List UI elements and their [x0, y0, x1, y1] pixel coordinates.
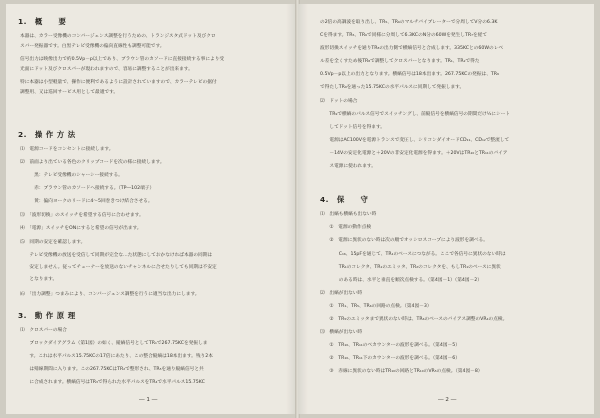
section-title-principle: 3. 動 作 原 理 [18, 311, 76, 320]
text-line: ② TR₁₀、TR₁₁下のカウンターの波形を調べる。（第4図－6） [320, 356, 460, 361]
text-line: －14Vの安定化電源と＋20Vの非安定化電源を得ます。＋20VはTR₁₀とTR₁₁のバイア [320, 151, 508, 156]
text-line: 0.5Vp－p以上の出力となります。横縞信号は18本出ます。267.75KCの発振は、TR₉ [320, 72, 499, 77]
text-line: ⑵ ドットの場合 [320, 99, 358, 104]
text-line: Cを得ます。TR₅、TR₆で同様に分周して6.3KCのN分の60Wを発生しTR₇を経て [320, 33, 488, 38]
text-line: 赤：ブラウン管のカソードへ接続する。（TP―102端子） [20, 186, 155, 191]
right-page [298, 4, 594, 414]
text-line: してドット信号を得ます。 [320, 125, 385, 130]
text-line: となります。 [20, 277, 58, 282]
page-number: ― 2 ― [438, 397, 457, 403]
text-line: ⑵ 出縞が出ない時 [320, 291, 363, 296]
text-line: ⑴ クロスバーの場合 [20, 328, 67, 333]
text-line: ブロックダイアグラム（第1図）の如く、縦縞信号としてTR₁で267.75KCを発振しま [20, 341, 208, 346]
text-line: 電源はAC100Vを電源トランスで変圧し、シリコンダイオードCD₁₁、CD₁₂で整流して [320, 138, 510, 143]
text-line: 特に本器は小型軽量で、操作に便利であるように設計されていますので、カラーテレビの据付 [20, 80, 217, 85]
text-line: ス電源に使われます。 [320, 164, 376, 169]
text-line: は帰線期間に入ります。この267.75KCはTR₂で整形され、TR₅を通り縦縞信号と共 [20, 367, 204, 372]
text-line: ⑶ 「波形切換」のスイッチを希望する信号に合わせます。 [20, 213, 144, 218]
text-line: ① 電源の動作点検 [320, 225, 372, 230]
text-line: ① TR₁₀、TR₁₁のベカウンターの波形を調べる。（第4図－5） [320, 343, 460, 348]
section-title-operation: 2. 操 作 方 法 [18, 130, 76, 139]
text-line: 安定しません。従ってチューナーを放送のないチャンネルに合せたりしても同期は不安定 [20, 265, 217, 270]
page-number: ― 1 ― [139, 397, 158, 403]
text-line: ⑵ 前面より出ている各色のクリップコードを次の様に接続します。 [20, 160, 165, 165]
text-line: スバー発振器です。白黒テレビ受像機の偏向直線性も調整可能です。 [20, 44, 165, 49]
text-line: C₁₆、15pFを通じて、TR₁のベースにつながる。ここで各信号に異状のない時は [320, 252, 506, 257]
text-line: ⑷ 「電源」スイッチをONにすると希望の信号が出ます。 [20, 226, 142, 231]
text-line: テレビ受像機の放送を受信して同期が完全な…た状態にしておかなければ本器の同期は [20, 253, 213, 258]
text-line: ⑶ 横縞が出ない時 [320, 330, 363, 335]
text-line: 黒：テレビ受像機のシャーシー接続する。 [20, 173, 123, 178]
text-line: に合成されます。横縞信号はTR₃で得られた水平パルスをTR₄で水平パルス15.75KC [20, 380, 205, 385]
text-line: のある時は、水平と垂直を順次点検する。（第4図－1）（第4図－2） [320, 278, 482, 283]
text-line: 本器は、カラー受像機のコンバージェンス調整を行うための、トランジスタ式ドット及びクロ [20, 34, 216, 39]
text-line: 信号出力は映像出力で約0.5Vp－p以上であり、ブラウン管のカソードに直接接続する事により受 [20, 57, 225, 62]
text-line: ⑸ 同期の安定を確認します。 [20, 240, 86, 245]
text-line: ル差を全くすため後TR₈で調整してクロスバーとなります。TR₁、TR₂で得た [320, 59, 480, 64]
text-line: ⑴ 出縞も横縞も出ない時 [320, 212, 377, 217]
text-line: で得たしTR₉を通った15.75KCの水平パルスに同期して発振します。 [320, 85, 465, 90]
text-line: TR₁のコレクタ、TR₁のエミッタ、TR₂のコレクタを、もしTR₁のベースに異状 [320, 265, 501, 270]
text-line: 光面にドット及びクロスバーが現われますので、容易に調整することが出来ます。 [20, 67, 193, 72]
text-line: TR₉で横縞のパルス信号でスイッチングし、前縦信号を横縞信号の期間だけ½にシート [320, 112, 511, 117]
text-line: ② 電源に異状のない時は次の順でオッシロスコープにより波形を調べる。 [320, 238, 488, 243]
text-line: ⑹ 「出力調整」つまみにより、コンバージェンス調整を行うに適当な出力にします。 [20, 292, 200, 297]
text-line: 調整用、又は巡回サービス用として最適です。 [20, 90, 119, 95]
text-line: の2倍の高調波を取り出し、TR₅、TR₆のマルチバイブレーターで分周してV分の6.3K [320, 20, 498, 25]
text-line: ① TR₁、TR₅、TR₆の回路の点検。（第4図－3） [320, 304, 432, 309]
section-title-overview: 1. 概 要 [18, 17, 67, 26]
text-line: す。これは水平パルス15.75KCの17倍にあたり、この整合縦縞は18本出ます。残り2本 [20, 354, 213, 359]
text-line: ③ 赤線に異状のない時はTR₁₀の回路とTR₁₀のVR₅の点検。（第4図－8） [320, 369, 483, 374]
page-edge-shadow [298, 4, 308, 414]
text-line: ② TR₅のエミッタまで異状のない時は、TR₆のベースのバイアス調整のVR₄の点検。 [320, 317, 508, 322]
left-page [6, 4, 296, 414]
text-line: ⑴ 電源コードをコンセントに接続します。 [20, 147, 114, 152]
text-line: 波形切換スイッチを通りTR₈の出力側で横縞信号と合成します。335KCとの60Wのレベ [320, 46, 504, 51]
text-line: 黄：偏向ヨークのリードに4～5回巻きつけ結合させる。 [20, 199, 153, 204]
section-title-maintenance: 4. 保 守 [320, 195, 369, 204]
